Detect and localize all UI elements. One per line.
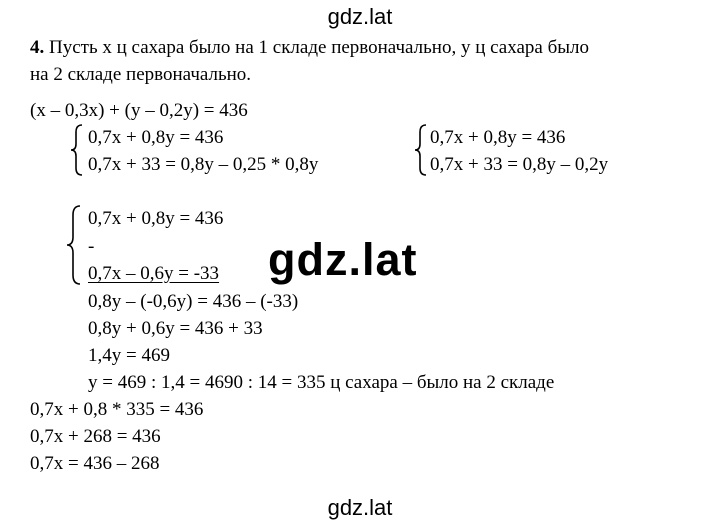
system-2-line-1: 0,7х + 0,8у = 436	[430, 127, 566, 148]
problem-statement	[30, 37, 589, 59]
tail-1: 0,7х + 0,8 * 335 = 436	[30, 399, 204, 420]
system-3-line-1: 0,7х + 0,8у = 436	[88, 208, 224, 229]
system-3-line-3: 0,7х – 0,6у = -33	[88, 263, 220, 284]
system-1-brace	[70, 124, 84, 176]
step-1: 0,8у – (-0,6у) = 436 – (-33)	[88, 291, 299, 312]
step-3: 1,4у = 469	[88, 345, 170, 366]
step-4: у = 469 : 1,4 = 4690 : 14 = 335 ц сахара – было на 2 складе	[88, 372, 555, 393]
step-2: 0,8у + 0,6у = 436 + 33	[88, 318, 263, 339]
problem-number: 4.	[30, 37, 45, 58]
tail-3: 0,7х = 436 – 268	[30, 453, 160, 474]
statement-line-1: Пусть х ц сахара было на 1 складе первоначально, у ц сахара было	[44, 37, 589, 58]
system-3-brace	[66, 205, 82, 285]
system-1-line-1: 0,7х + 0,8у = 436	[88, 127, 224, 148]
watermark-middle: gdz.lat	[268, 234, 418, 285]
main-equation: (х – 0,3х) + (у – 0,2у) = 436	[30, 100, 248, 121]
statement-line-2: на 2 складе первоначально.	[30, 64, 252, 85]
tail-2: 0,7х + 268 = 436	[30, 426, 161, 447]
watermark-bottom: gdz.lat	[327, 495, 393, 520]
watermark-top: gdz.lat	[327, 4, 393, 29]
system-2-brace	[414, 124, 428, 176]
system-3-minus: -	[88, 236, 95, 257]
system-2-line-2: 0,7х + 33 = 0,8у – 0,2у	[430, 154, 609, 175]
system-1-line-2: 0,7х + 33 = 0,8у – 0,25 * 0,8у	[88, 154, 319, 175]
